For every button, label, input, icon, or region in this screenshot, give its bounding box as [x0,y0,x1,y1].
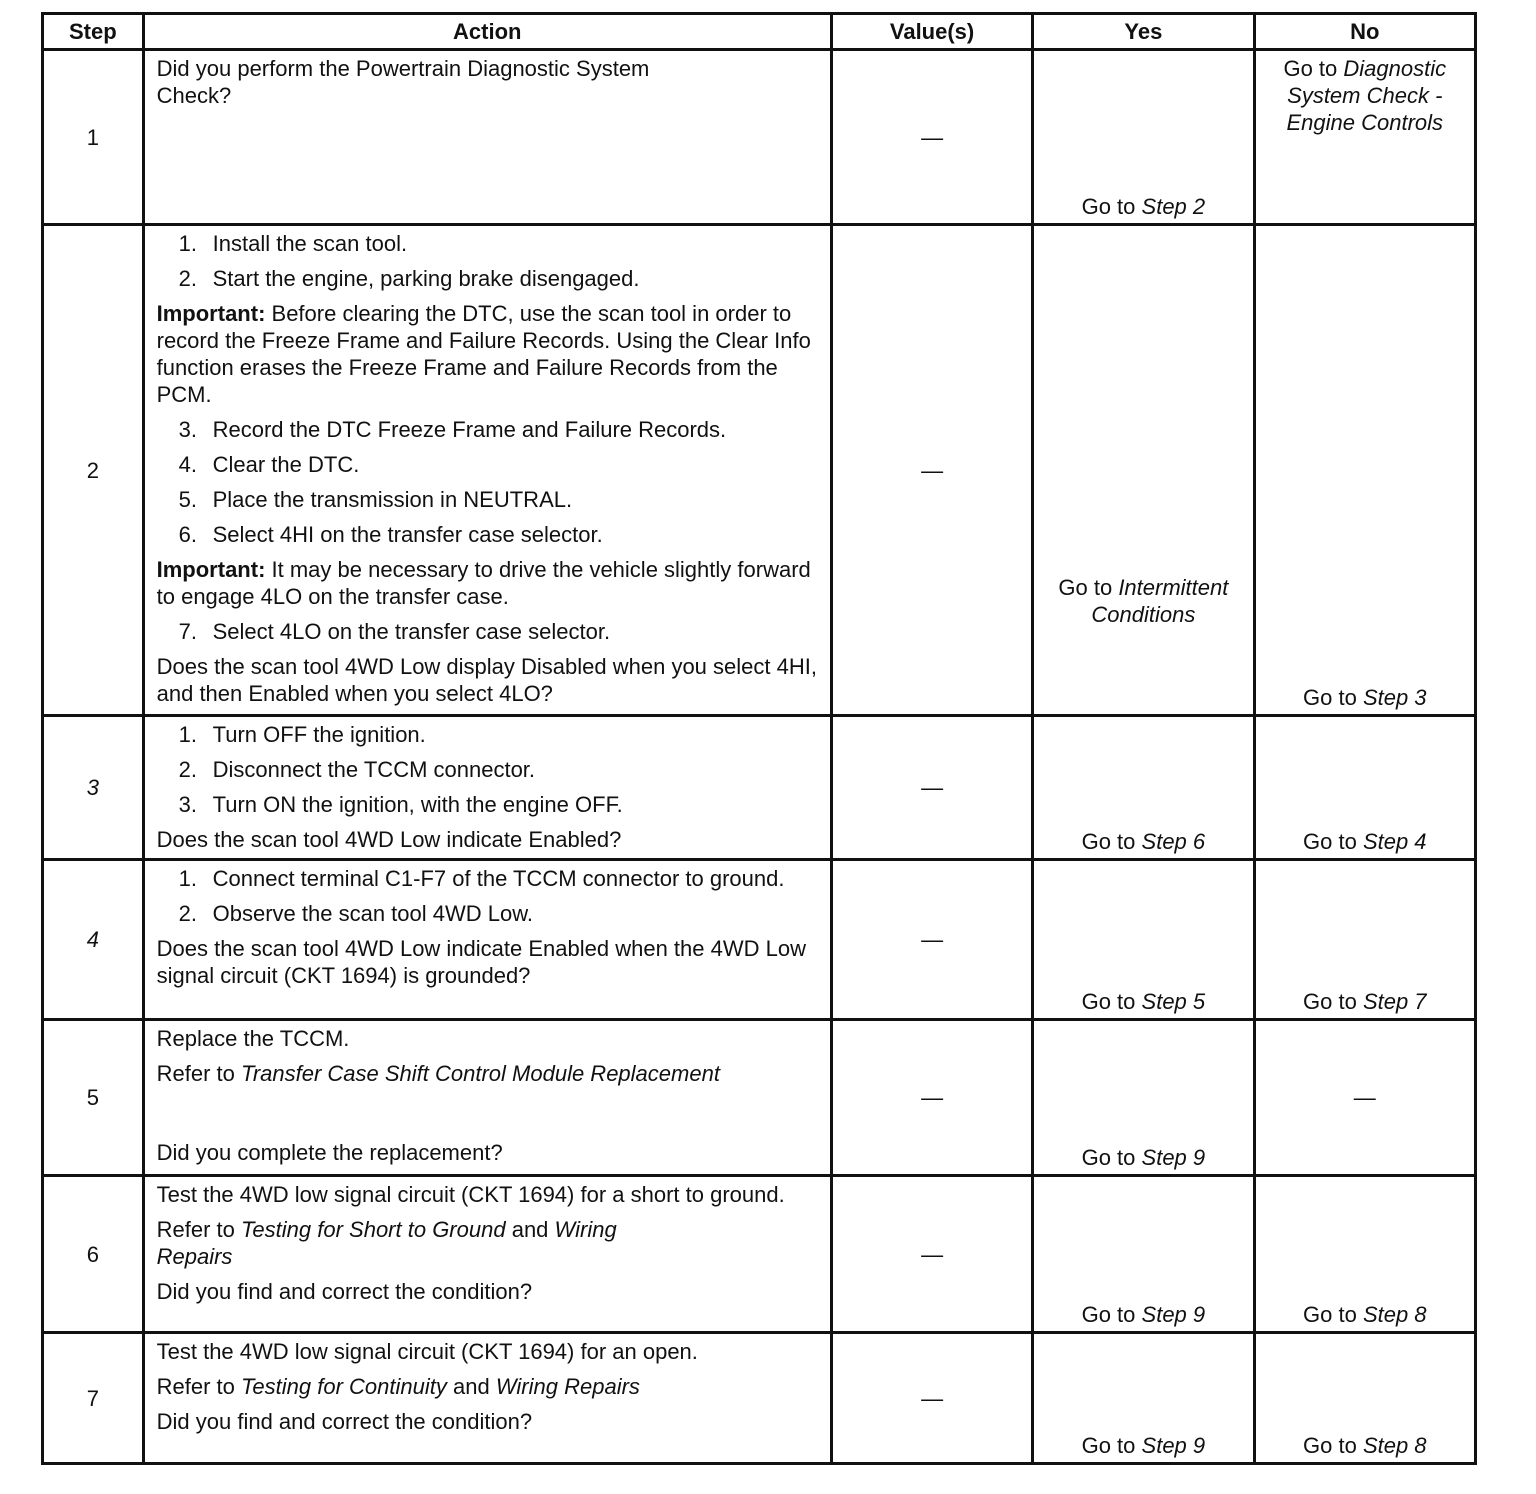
goto-ref: Step 6 [1141,829,1206,854]
goto-prefix: Go to [1058,575,1113,600]
list-item: 1. Turn OFF the ignition. [179,721,820,748]
table-row [43,1020,1476,1176]
refer-prefix: Refer to [156,1061,235,1086]
header-no: No [1254,14,1475,50]
refer-link: Wiring Repairs [495,1374,640,1399]
refer-link: Transfer Case Shift Control Module Replacement [241,1061,720,1086]
important-note [157,556,820,610]
no-cell [1254,1176,1475,1333]
goto-prefix: Go to [1303,1433,1357,1458]
goto-prefix: Go to [1303,1302,1357,1327]
list-item: 2. Observe the scan tool 4WD Low. [179,900,820,927]
list-item-text: Place the transmission in NEUTRAL. [212,487,573,512]
goto-ref: Step 5 [1141,989,1206,1014]
list-item-text: Select 4HI on the transfer case selector. [212,522,603,547]
refer-prefix: Refer to [156,1217,235,1242]
goto-prefix: Go to [1303,685,1357,710]
action-text: Test the 4WD low signal circuit (CKT 1694) for an open. [156,1339,698,1364]
step-number: 5 [43,1020,144,1176]
value-dash: — [921,1385,944,1411]
goto-prefix: Go to [1303,989,1357,1014]
table-row [43,225,1476,716]
list-item-text: Install the scan tool. [212,231,408,256]
list-item: 6. Select 4HI on the transfer case selector. [179,521,820,548]
no-goto [1256,55,1474,136]
value-cell [831,716,1032,860]
action-text: Replace the TCCM. [156,1026,350,1051]
list-item-text: Select 4LO on the transfer case selector. [212,619,611,644]
important-label: Important: [156,301,266,326]
value-dash: — [921,927,944,952]
action-question: Does the scan tool 4WD Low indicate Enabled? [156,827,622,852]
goto-prefix: Go to [1081,1145,1136,1170]
value-cell [831,50,1032,225]
goto-ref: Step 4 [1362,829,1427,854]
value-cell [831,1333,1032,1464]
value-cell [831,860,1032,1020]
list-item-text: Observe the scan tool 4WD Low. [212,901,533,926]
refer-link: Testing for Continuity [241,1374,447,1399]
list-item: 1. Connect terminal C1-F7 of the TCCM connector to ground. [179,865,820,892]
list-item-text: Connect terminal C1-F7 of the TCCM connector to ground. [212,866,785,891]
list-item: 4. Clear the DTC. [179,451,820,478]
yes-goto [1034,988,1252,1015]
goto-ref: Step 2 [1141,194,1206,219]
list-item-text: Disconnect the TCCM connector. [212,757,536,782]
yes-cell [1033,1333,1254,1464]
important-text: It may be necessary to drive the vehicle slightly forward to engage 4LO on the transfer case. [156,557,811,609]
goto-prefix: Go to [1081,194,1136,219]
no-goto [1256,1301,1474,1328]
action-question: Does the scan tool 4WD Low display Disabled when you select 4HI, and then Enabled when you select 4LO? [156,654,817,706]
value-cell [831,225,1032,716]
refer-link: Testing for Short to Ground [241,1217,506,1242]
header-values: Value(s) [831,14,1032,50]
action-cell [143,50,831,225]
step-number: 1 [43,50,144,225]
list-item-text: Turn ON the ignition, with the engine OFF. [212,792,623,817]
action-question: Does the scan tool 4WD Low indicate Enabled when the 4WD Low signal circuit (CKT 1694) is grounded? [156,936,806,988]
no-goto [1256,684,1474,711]
list-item-text: Clear the DTC. [212,452,360,477]
goto-prefix: Go to [1081,989,1136,1014]
list-item: 3. Turn ON the ignition, with the engine OFF. [179,791,820,818]
no-goto [1256,988,1474,1015]
value-dash: — [921,1085,944,1110]
list-item: 2. Start the engine, parking brake disengaged. [179,265,820,292]
action-cell [143,1176,831,1333]
yes-cell [1033,716,1254,860]
no-cell [1254,50,1475,225]
yes-cell [1033,50,1254,225]
refer-prefix: Refer to [156,1374,235,1399]
table-row [43,50,1476,225]
action-question: Did you find and correct the condition? [156,1279,533,1304]
goto-prefix: Go to [1081,1433,1136,1458]
action-question: Did you find and correct the condition? [156,1409,533,1434]
value-dash: — [921,1241,944,1267]
no-goto [1256,1432,1474,1459]
yes-cell [1033,225,1254,716]
yes-goto [1034,1432,1252,1459]
list-item: 2. Disconnect the TCCM connector. [179,756,820,783]
header-action: Action [143,14,831,50]
yes-cell [1033,1020,1254,1176]
refer-link: Wiring Repairs [156,1217,617,1269]
value-cell [831,1020,1032,1176]
value-dash: — [921,775,944,800]
refer-text [157,1060,820,1087]
yes-goto [1034,828,1252,855]
yes-cell [1033,1176,1254,1333]
table-row [43,1333,1476,1464]
goto-ref: Step 7 [1362,989,1427,1014]
no-cell [1254,716,1475,860]
no-cell [1254,860,1475,1020]
goto-ref: Step 3 [1362,685,1427,710]
refer-and: and [511,1217,549,1242]
important-text: Before clearing the DTC, use the scan tool in order to record the Freeze Frame and Failure Records. Using the Clear Info function erases the Freeze Frame and Failure Records from the PCM. [156,301,811,407]
action-cell [143,1333,831,1464]
step-number: 7 [43,1333,144,1464]
no-goto [1256,828,1474,855]
no-cell [1254,1020,1475,1176]
action-text: Did you perform the Powertrain Diagnostic System Check? [156,56,650,108]
goto-ref: Step 9 [1141,1302,1206,1327]
action-cell [143,1020,831,1176]
diagnostic-table [41,12,1477,1465]
list-item: 5. Place the transmission in NEUTRAL. [179,486,820,513]
important-note [157,300,820,408]
list-item: 7. Select 4LO on the transfer case selector. [179,618,820,645]
goto-ref: Step 8 [1362,1302,1427,1327]
header-yes: Yes [1033,14,1254,50]
list-item: 3. Record the DTC Freeze Frame and Failure Records. [179,416,820,443]
yes-goto [1034,574,1252,628]
goto-ref: Diagnostic System Check - Engine Controls [1286,56,1447,135]
important-label: Important: [156,557,266,582]
refer-and: and [453,1374,490,1399]
no-cell [1254,225,1475,716]
value-dash: — [1353,1085,1376,1110]
action-cell [143,716,831,860]
goto-ref: Intermittent Conditions [1091,575,1229,627]
action-text: Test the 4WD low signal circuit (CKT 1694) for a short to ground. [156,1182,785,1207]
goto-ref: Step 9 [1141,1145,1206,1170]
table-row [43,716,1476,860]
action-question: Did you complete the replacement? [156,1140,503,1165]
list-item-text: Start the engine, parking brake disengaged. [212,266,640,291]
yes-goto [1034,1144,1252,1171]
refer-text [157,1373,647,1400]
step-number: 3 [43,716,144,860]
value-dash: — [921,457,944,483]
header-row [43,14,1476,50]
goto-prefix: Go to [1081,829,1136,854]
step-number: 6 [43,1176,144,1333]
step-number: 2 [43,225,144,716]
list-item-text: Turn OFF the ignition. [212,722,426,747]
goto-ref: Step 8 [1362,1433,1427,1458]
action-cell [143,860,831,1020]
list-item: 1. Install the scan tool. [179,230,820,257]
no-cell [1254,1333,1475,1464]
yes-cell [1033,860,1254,1020]
list-item-text: Record the DTC Freeze Frame and Failure Records. [212,417,727,442]
step-number: 4 [43,860,144,1020]
goto-prefix: Go to [1283,56,1338,81]
action-cell [143,225,831,716]
goto-ref: Step 9 [1141,1433,1206,1458]
value-dash: — [921,124,944,150]
value-cell [831,1176,1032,1333]
yes-goto [1034,1301,1252,1328]
table-row [43,860,1476,1020]
goto-prefix: Go to [1081,1302,1136,1327]
goto-prefix: Go to [1303,829,1357,854]
yes-goto [1034,193,1252,220]
table-row [43,1176,1476,1333]
header-step: Step [43,14,144,50]
refer-text [157,1216,637,1270]
